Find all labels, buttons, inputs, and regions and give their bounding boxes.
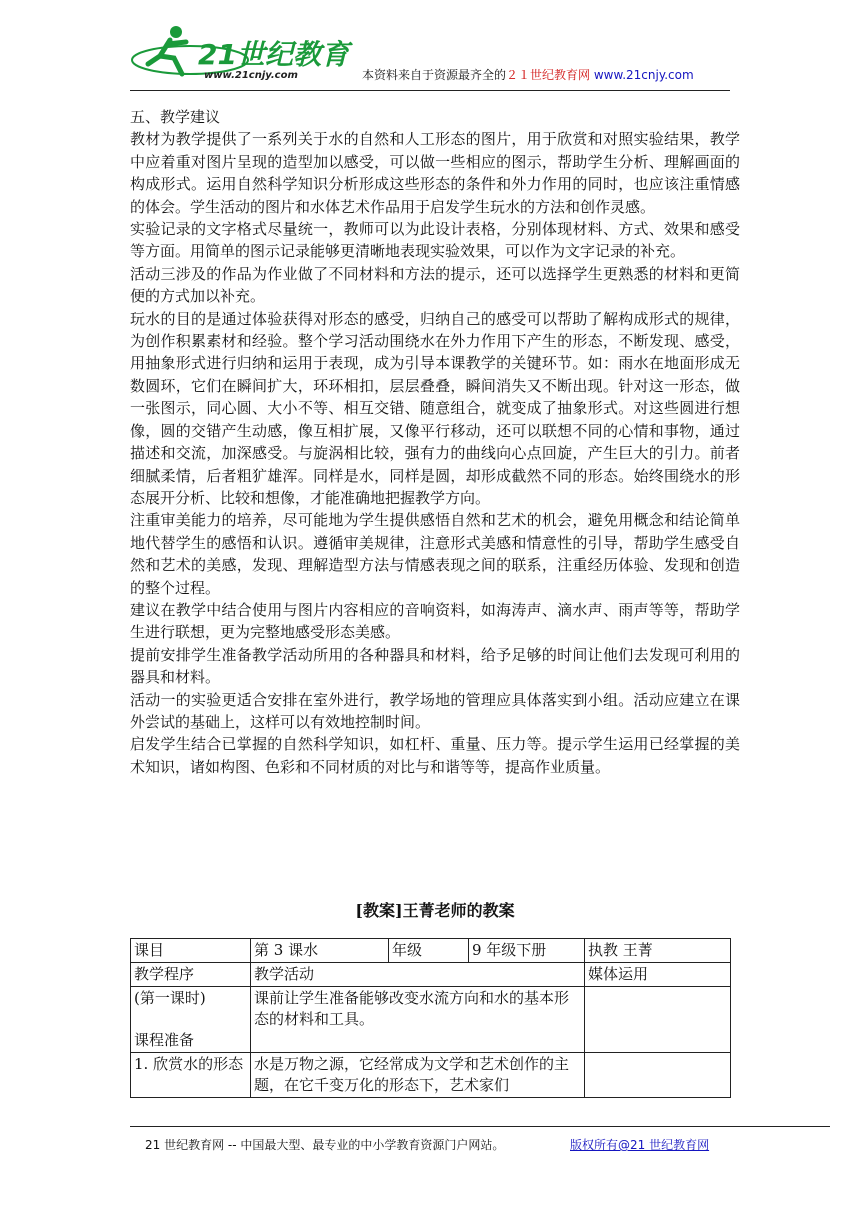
paragraph: 教材为教学提供了一系列关于水的自然和人工形态的图片，用于欣赏和对照实验结果，教学中应着重对图片呈现的造型加以感受，可以做一些相应的图示，帮助学生分析、理解画面的构成形式。运用自然科学知识分析形成这些形态的条件和外力作用的同时，也应该注重情感的体会。学生活动的图片和水体艺术作品用于启发学生玩水的方法和创作灵感。: [130, 130, 740, 216]
copyright-link[interactable]: 版权所有@21 世纪教育网: [570, 1138, 710, 1152]
lesson-plan-table: [130, 938, 731, 1098]
paragraph: 活动一的实验更适合安排在室外进行，教学场地的管理应具体落实到小组。活动应建立在课外尝试的基础上，这样可以有效地控制时间。: [130, 690, 740, 731]
table-cell: 第 3 课水: [251, 939, 389, 963]
paragraph: 建议在教学中结合使用与图片内容相应的音响资料，如海涛声、滴水声、雨声等等，帮助学生进行联想，更为完整地感受形态美感。: [130, 600, 740, 642]
paragraph: 实验记录的文字格式尽量统一，教师可以为此设计表格，分别体现材料、方式、效果和感受等方面。用简单的图示记录能够更清晰地表现实验效果，可以作为文字记录的补充。: [130, 220, 740, 261]
lesson-plan-title: [教案]王菁老师的教案: [355, 901, 515, 920]
table-cell: 教学活动: [251, 963, 585, 987]
header-divider: [130, 90, 730, 91]
logo-url: www.21cnjy.com: [204, 70, 298, 81]
table-cell: 9 年级下册: [469, 939, 585, 963]
header-url-link[interactable]: www.21cnjy.com: [593, 68, 694, 82]
table-cell: 媒体运用: [585, 963, 731, 987]
table-row: [131, 939, 731, 963]
cell-spacer: [134, 1009, 247, 1030]
site-logo[interactable]: [130, 20, 360, 92]
table-cell: 执教 王菁: [585, 939, 731, 963]
table-cell: 教学程序: [131, 963, 251, 987]
teaching-suggestions: [130, 106, 740, 778]
cell-line: (第一课时): [134, 989, 206, 1007]
paragraph: 启发学生结合已掌握的自然科学知识，如杠杆、重量、压力等。提示学生运用已经掌握的美术知识，诸如构图、色彩和不同材质的对比与和谐等等，提高作业质量。: [130, 735, 740, 776]
paragraph: 玩水的目的是通过体验获得对形态的感受，归纳自己的感受可以帮助了解构成形式的规律，为创作积累素材和经验。整个学习活动围绕水在外力作用下产生的形态，不断发现、感受，用抽象形式进行归纳和运用于表现，成为引导本课教学的关键环节。如：雨水在地面形成无数圆环，它们在瞬间扩大，环环相扣，层层叠叠，瞬间消失又不断出现。针对这一形态，做一张图示，同心圆、大小不等、相互交错、随意组合，就变成了抽象形式。对这些圆进行想像，圆的交错产生动感，像互相扩展，又像平行移动，还可以联想不同的心情和事物，通过描述和交流，加深感受。与旋涡相比较，强有力的曲线向心点回旋，产生巨大的引力。前者细腻柔情，后者粗犷雄浑。同样是水，同样是圆，却形成截然不同的形态。始终围绕水的形态展开分析、比较和想像，才能准确地把握教学方向。: [130, 309, 740, 507]
logo-text: 21世纪教育: [198, 38, 349, 71]
table-cell: 课目: [131, 939, 251, 963]
table-row: [131, 963, 731, 987]
table-row: [131, 987, 731, 1053]
cell-line: 课程准备: [134, 1031, 195, 1049]
header-note-prefix: 本资料来自于资源最齐全的: [362, 68, 507, 82]
table-cell: 水是万物之源，它经常成为文学和艺术创作的主题，在它千变万化的形态下，艺术家们: [251, 1053, 585, 1098]
paragraph: 活动三涉及的作品为作业做了不同材料和方法的提示，还可以选择学生更熟悉的材料和更简便的方式加以补充。: [130, 264, 740, 306]
table-cell: 课前让学生准备能够改变水流方向和水的基本形态的材料和工具。: [251, 987, 585, 1053]
table-cell: 年级: [389, 939, 469, 963]
header-note: [362, 66, 694, 83]
table-cell: 1. 欣赏水的形态: [131, 1053, 251, 1098]
table-cell: [131, 987, 251, 1053]
header-brand-link[interactable]: ２１世纪教育网: [506, 68, 591, 82]
table-row: [131, 1053, 731, 1098]
paragraph: 提前安排学生准备教学活动所用的各种器具和材料，给予足够的时间让他们去发现可利用的器具和材料。: [130, 645, 740, 687]
section-heading: 五、教学建议: [130, 108, 221, 126]
table-cell: [585, 987, 731, 1053]
page-header: [130, 20, 730, 92]
table-cell: [585, 1053, 731, 1098]
paragraph: 注重审美能力的培养，尽可能地为学生提供感悟自然和艺术的机会，避免用概念和结论简单地代替学生的感悟和认识。遵循审美规律，注意形式美感和情意性的引导，帮助学生感受自然和艺术的美感，发现、理解造型方法与情感表现之间的联系，注重经历体验、发现和创造的整个过程。: [130, 511, 740, 597]
footer-text: 21 世纪教育网 -- 中国最大型、最专业的中小学教育资源门户网站。: [145, 1138, 505, 1152]
logo-graphic: [130, 20, 360, 92]
footer-divider: [130, 1126, 830, 1127]
